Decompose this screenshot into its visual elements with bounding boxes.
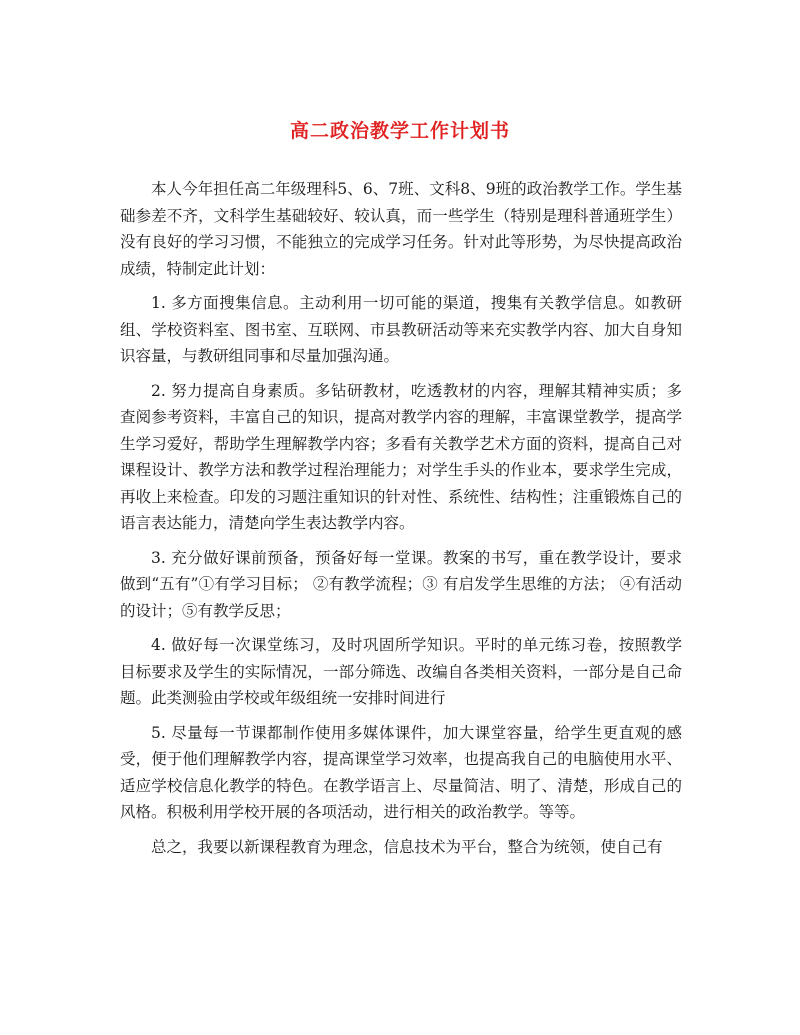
paragraph-intro: 本人今年担任高二年级理科5、6、7班、文科8、9班的政治教学工作。学生基础参差不齐，文科学生基础较好、较认真，而一些学生（特别是理科普通班学生）没有良好的学习习惯，不能独立的完成学习任务。针对此等形势，为尽快提高政治成绩，特制定此计划： [120,180,682,278]
paragraph-item-2: 2. 努力提高自身素质。多钻研教材，吃透教材的内容，理解其精神实质；多查阅参考资料，丰富自己的知识，提高对教学内容的理解，丰富课堂教学，提高学生学习爱好，帮助学生理解教学内容；多看有关教学艺术方面的资料，提高自己对课程设计、教学方法和教学过程治理能力；对学生手头的作业本，要求学生完成，再收上来检查。印发的习题注重知识的针对性、系统性、结构性；注重锻炼自己的语言表达能力，清楚向学生表达教学内容。 [120,381,682,532]
paragraph-item-4: 4. 做好每一次课堂练习，及时巩固所学知识。平时的单元练习卷，按照教学目标要求及学生的实际情况，一部分筛选、改编自各类相关资料，一部分是自己命题。此类测验由学校或年级组统一安排时间进行 [120,636,682,707]
paragraph-item-5: 5. 尽量每一节课都制作使用多媒体课件，加大课堂容量，给学生更直观的感受，便于他们理解教学内容，提高课堂学习效率，也提高我自己的电脑使用水平、适应学校信息化教学的特色。在教学语言上、尽量简洁、明了、清楚，形成自己的风格。积极利用学校开展的各项活动，进行相关的政治教学。等等。 [120,723,682,821]
document-body [120,176,682,868]
paragraph-item-1: 1. 多方面搜集信息。主动利用一切可能的渠道，搜集有关教学信息。如教研组、学校资料室、图书室、互联网、市县教研活动等来充实教学内容、加大自身知识容量，与教研组同事和尽量加强沟通。 [120,294,682,365]
paragraph-summary: 总之，我要以新课程教育为理念，信息技术为平台，整合为统领，使自己有 [151,837,663,856]
page-title: 高二政治教学工作计划书 [289,120,510,142]
paragraph-item-3: 3. 充分做好课前预备，预备好每一堂课。教案的书写，重在教学设计，要求做到“五有”①有学习目标； ②有教学流程；③ 有启发学生思维的方法； ④有活动的设计；⑤有教学反思； [120,548,682,620]
